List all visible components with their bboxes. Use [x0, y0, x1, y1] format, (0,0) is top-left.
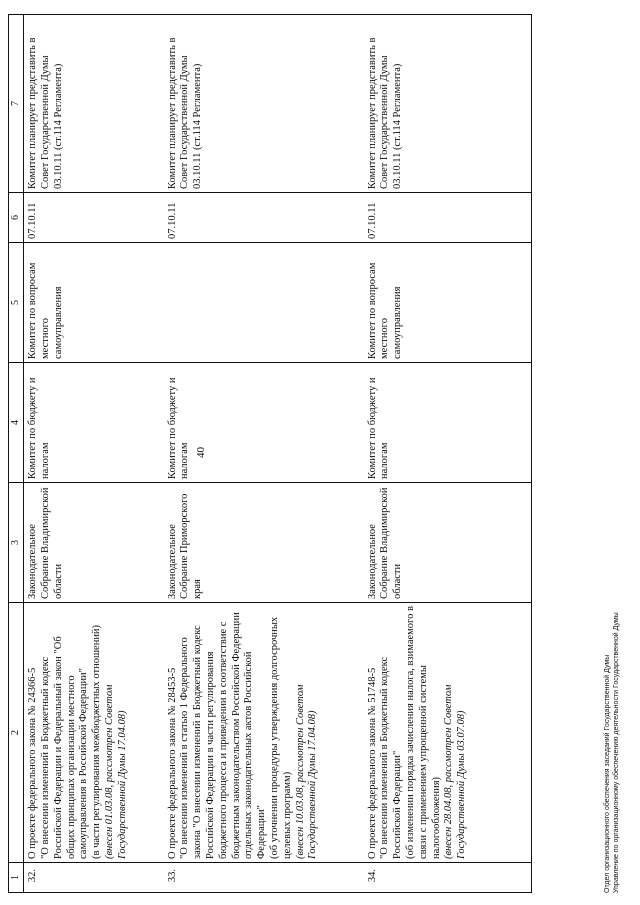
column-number: 2 — [9, 603, 24, 863]
bill-cell — [364, 603, 532, 863]
bill-history: (внесен 01.03.08, рассмотрен Советом Государственной Думы 17.04.08) — [103, 684, 128, 859]
co-executor-committee: Комитет по вопросам местного самоуправления — [364, 243, 532, 363]
bill-title: "О внесении изменений в Бюджетный кодекс Российской Федерации и Федеральный закон "Об общих принципах организации местного самоуправления в Российской Федерации" — [39, 636, 90, 859]
responsible-committee: Комитет по бюджету и налогам — [164, 363, 364, 483]
initiator: Законодательное Собрание Приморского края — [164, 483, 364, 603]
initiator: Законодательное Собрание Владимирской области — [364, 483, 532, 603]
bill-history: (внесен 10.03.08, рассмотрен Советом Государственной Думы 17.04.08) — [294, 684, 319, 859]
row-number: 32. — [24, 863, 164, 893]
plan-note: Комитет планирует представить в Совет Государственной Думы 03.10.11 (ст.114 Регламента) — [24, 15, 164, 193]
review-date: 07.10.11 — [364, 193, 532, 243]
column-number-row — [9, 15, 24, 893]
row-number: 33. — [164, 863, 364, 893]
column-number: 1 — [9, 863, 24, 893]
co-executor-committee — [164, 243, 364, 363]
review-date: 07.10.11 — [24, 193, 164, 243]
column-number: 5 — [9, 243, 24, 363]
footer-department: Отдел организационного обеспечения заседаний Государственной Думы — [604, 654, 611, 893]
bill-number: О проекте федерального закона № 28453-5 — [166, 667, 178, 859]
bill-note: (об уточнении процедуры утверждения долгосрочных целевых программ) — [269, 616, 293, 859]
bill-title: "О внесении изменений в Бюджетный кодекс Российской Федерации" — [379, 656, 404, 859]
column-number: 4 — [9, 363, 24, 483]
bill-history: (внесен 28.04.08, рассмотрен Советом Государственной Думы 03.07.08) — [443, 684, 468, 859]
page-number: 40 — [195, 447, 207, 458]
responsible-committee: Комитет по бюджету и налогам — [364, 363, 532, 483]
bill-cell — [24, 603, 164, 863]
co-executor-committee: Комитет по вопросам местного самоуправления — [24, 243, 164, 363]
bill-number: О проекте федерального закона № 24366-5 — [27, 667, 39, 859]
column-number: 6 — [9, 193, 24, 243]
footer-directorate: Управление по организационному обеспечению деятельности Государственной Думы — [612, 612, 620, 893]
column-number: 7 — [9, 15, 24, 193]
responsible-committee: Комитет по бюджету и налогам — [24, 363, 164, 483]
bills-table — [8, 14, 532, 893]
table-row — [24, 15, 164, 893]
bill-note: (об изменении порядка зачисления налога, взимаемого в связи с применением упрощенной системы налогообложения) — [405, 606, 442, 859]
bill-number: О проекте федерального закона № 51748-5 — [366, 667, 378, 859]
initiator: Законодательное Собрание Владимирской области — [24, 483, 164, 603]
row-number: 34. — [364, 863, 532, 893]
plan-note: Комитет планирует представить в Совет Государственной Думы 03.10.11 (ст.114 Регламента) — [364, 15, 532, 193]
bill-title: "О внесении изменений в статью 1 Федерального закона "О внесении изменений в Бюджетный кодекс Российской Федерации в части регулирования бюджетного процесса и приведении в соответствие с бюджетным законодательством Российской Федерации отдельных законодательных актов Российской Федерации" — [179, 612, 268, 859]
plan-note: Комитет планирует представить в Совет Государственной Думы 03.10.11 (ст.114 Регламента) — [164, 15, 364, 193]
bill-cell — [164, 603, 364, 863]
table-row — [164, 15, 364, 893]
review-date: 07.10.11 — [164, 193, 364, 243]
column-number: 3 — [9, 483, 24, 603]
table-row — [364, 15, 532, 893]
footer — [604, 612, 622, 893]
bill-note: (в части регулирования межбюджетных отношений) — [91, 624, 103, 859]
